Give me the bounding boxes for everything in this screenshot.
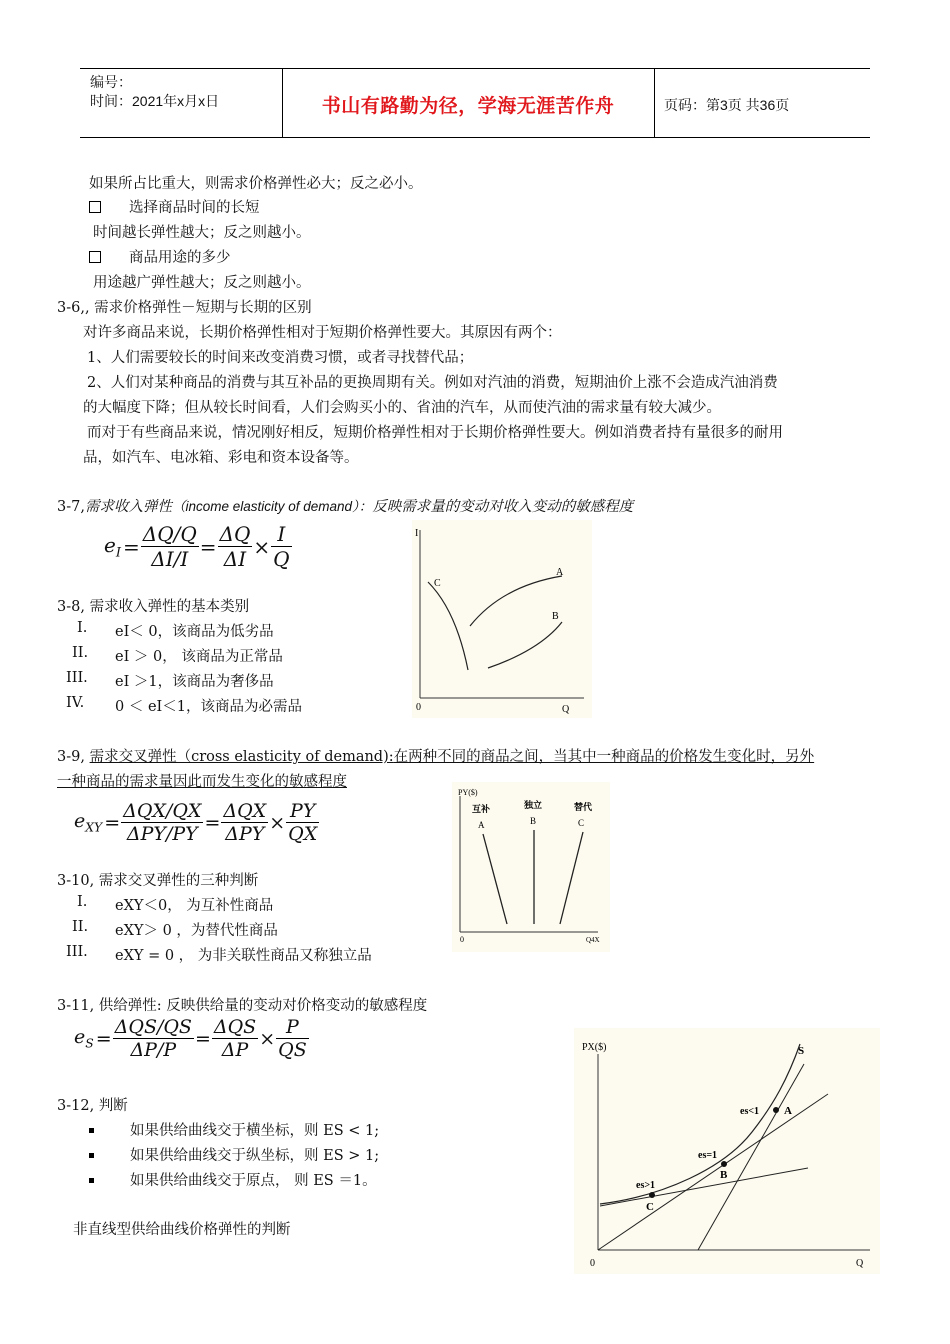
point-c-elasticity-label: es>1 — [636, 1180, 656, 1191]
header-motto-cell — [282, 69, 655, 137]
list-item-number: II. — [72, 919, 89, 935]
supply-elasticity-figure — [574, 1028, 880, 1274]
income-elasticity-figure — [412, 520, 592, 718]
section-heading: 3-9, 需求交叉弹性（cross elasticity of demand):在两种不同的商品之间，当其中一种商品的价格发生变化时，另外 — [57, 749, 815, 765]
y-axis-label: PX($) — [582, 1042, 607, 1053]
list-item: eXY＞ 0 ，为替代性商品 — [115, 923, 278, 939]
header-left-cell — [80, 69, 283, 137]
paragraph-line: 非直线型供给曲线价格弹性的判断 — [73, 1222, 291, 1238]
list-item-number: III. — [66, 670, 88, 686]
x-axis-label: Q — [562, 704, 570, 715]
list-item-number: II. — [72, 645, 89, 661]
square-bullet-icon — [89, 1128, 94, 1133]
paragraph-line: 如果所占比重大，则需求价格弹性必大；反之必小。 — [89, 176, 423, 192]
y-axis-label: I — [415, 528, 419, 539]
list-item-number: I. — [77, 894, 88, 910]
list-item: 0 ＜ eI＜1，该商品为必需品 — [115, 699, 302, 715]
point-c-label: C — [646, 1201, 654, 1213]
list-item: 选择商品时间的长短 — [89, 196, 260, 217]
cross-elasticity-formula: $e_{XY}$ = $\frac{\text{ΔQX/QX}}{\text{ΔPY/PY}}$ = $\frac{\text{ΔQX}}{\text{ΔPY}}$ × $\frac{PY}{QX}$ — [74, 800, 318, 845]
square-bullet-icon — [89, 1153, 94, 1158]
header-substitute: 替代 — [574, 802, 593, 812]
paragraph-line: 用途越广弹性越大；反之则越小。 — [93, 275, 311, 291]
list-item: 如果供给曲线交于纵坐标，则 ES > 1; — [89, 1144, 379, 1165]
list-item-number: I. — [77, 620, 88, 636]
list-item: 如果供给曲线交于横坐标，则 ES < 1; — [89, 1119, 379, 1140]
section-heading: 3-7,需求收入弹性（income elasticity of demand）：反映需求量的变动对收入变动的敏感程度 — [57, 499, 634, 515]
origin-label: 0 — [590, 1258, 595, 1269]
point-a-elasticity-label: es<1 — [740, 1106, 760, 1117]
x-axis-label: Q4X — [586, 936, 600, 944]
section-heading: 3-10, 需求交叉弹性的三种判断 — [57, 873, 259, 889]
header-complement: 互补 — [472, 804, 491, 814]
list-item-number: III. — [66, 944, 88, 960]
paragraph-line: 对许多商品来说，长期价格弹性相对于短期价格弹性要大。其原因有两个： — [83, 325, 562, 341]
curve-label-s: S — [798, 1045, 805, 1057]
checkbox-bullet-icon — [89, 201, 101, 213]
income-elasticity-formula: $e_I$ = $\frac{\Delta Q/Q}{\Delta I/I}$ = $\frac{\Delta Q}{\Delta I}$ × $\frac{I}{Q}$ — [104, 522, 290, 571]
square-bullet-icon — [89, 1178, 94, 1183]
page-header — [80, 68, 870, 138]
list-item-number: IV. — [66, 695, 85, 711]
list-item: eI ＞1，该商品为奢侈品 — [115, 674, 274, 690]
x-axis-label: Q — [856, 1258, 864, 1269]
paragraph-line: 时间越长弹性越大；反之则越小。 — [93, 225, 311, 241]
list-item: eXY = 0 ， 为非关联性商品又称独立品 — [115, 948, 372, 964]
motto: 书山有路勤为径，学海无涯苦作舟 — [321, 95, 615, 117]
curve-label-a: A — [556, 567, 564, 578]
paragraph-line: 一种商品的需求量因此而发生变化的敏感程度 — [57, 774, 347, 790]
section-heading: 3-11, 供给弹性: 反映供给量的变动对价格变动的敏感程度 — [57, 998, 428, 1014]
paragraph-line: 而对于有些商品来说，情况刚好相反，短期价格弹性相对于长期价格弹性要大。例如消费者持有量很多的耐用 — [87, 425, 783, 441]
curve-label-c: C — [578, 818, 585, 828]
checkbox-bullet-icon — [89, 251, 101, 263]
point-b-label: B — [720, 1169, 728, 1181]
curve-label-a: A — [478, 820, 485, 830]
section-heading: 3-6,, 需求价格弹性－短期与长期的区别 — [57, 300, 312, 316]
list-item: eI＜ 0，该商品为低劣品 — [115, 624, 274, 640]
paragraph-line: 2、人们对某种商品的消费与其互补品的更换周期有关。例如对汽油的消费，短期油价上涨不会造成汽油消费 — [87, 375, 778, 391]
origin-label: 0 — [460, 935, 464, 944]
point-a-label: A — [784, 1105, 792, 1117]
time-label: 时间：2021年x月x日 — [90, 93, 220, 109]
cross-elasticity-figure — [452, 782, 610, 952]
list-item: 商品用途的多少 — [89, 246, 231, 267]
header-right-cell — [654, 69, 870, 137]
paragraph-line: 1、人们需要较长的时间来改变消费习惯，或者寻找替代品； — [87, 350, 474, 366]
paragraph-line: 的大幅度下降；但从较长时间看，人们会购买小的、省油的汽车，从而使汽油的需求量有较大减少。 — [83, 400, 721, 416]
list-item: eI ＞ 0， 该商品为正常品 — [115, 649, 283, 665]
list-item: 如果供给曲线交于原点， 则 ES ＝1。 — [89, 1169, 377, 1190]
curve-label-b: B — [552, 611, 559, 622]
supply-elasticity-formula: $e_S$ = $\frac{\text{ΔQS/QS}}{\Delta P/P}$ = $\frac{\text{ΔQS}}{\Delta P}$ × $\frac{P}{QS}$ — [74, 1016, 307, 1061]
section-heading: 3-12, 判断 — [57, 1098, 128, 1114]
number-label: 编号： — [90, 74, 132, 90]
origin-label: 0 — [416, 702, 421, 713]
section-heading: 3-8, 需求收入弹性的基本类别 — [57, 599, 250, 615]
page-label: 页码：第3页 共36页 — [664, 97, 790, 113]
curve-label-b: B — [530, 816, 537, 826]
curve-label-c: C — [434, 578, 441, 589]
list-item: eXY＜0， 为互补性商品 — [115, 898, 274, 914]
paragraph-line: 品，如汽车、电冰箱、彩电和资本设备等。 — [83, 450, 359, 466]
header-independent: 独立 — [524, 800, 543, 810]
y-axis-label: PY($) — [458, 788, 478, 797]
point-b-elasticity-label: es=1 — [698, 1150, 718, 1161]
